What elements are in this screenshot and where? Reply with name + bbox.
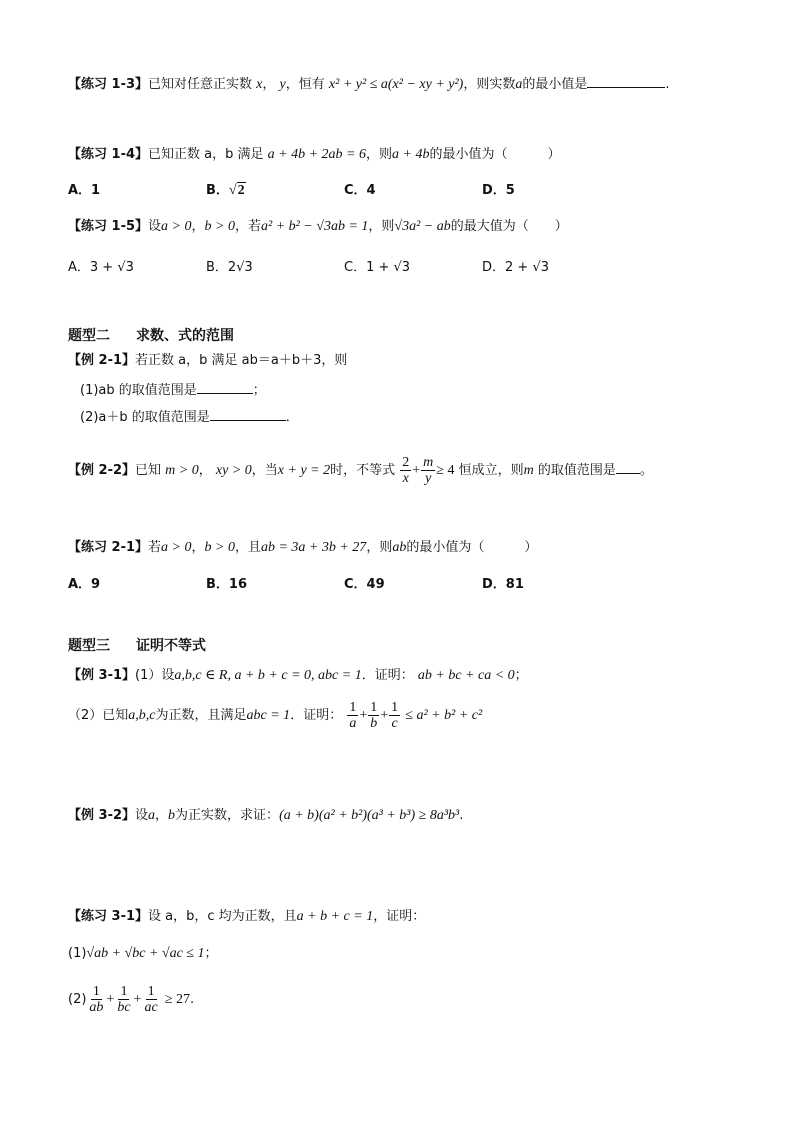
- answer-blank: [587, 73, 665, 88]
- option-a: A．9: [68, 577, 101, 592]
- answer-blank: [616, 459, 640, 474]
- option-c: C．1 + √3: [344, 260, 411, 275]
- fraction-2-over-x: $\frac{2}{x}$: [402, 455, 410, 486]
- answer-blank: [197, 379, 253, 394]
- section-heading-3: 题型三 证明不等式: [68, 638, 206, 654]
- example-2-2: 【例 2-2】已知 m > 0， xy > 0，当x + y = 2时，不等式 $\frac{2}{x}$ + $\frac{m}{y}$ ≥ 4 恒成立，则m 的取值范围是 。: [68, 455, 653, 486]
- example-3-2: 【例 3-2】设a，b为正实数，求证：(a + b)(a² + b²)(a³ + b³) ≥ 8a³b³.: [68, 808, 464, 823]
- example-3-1-part2: （2）已知a,b,c为正数，且满足abc = 1．证明： $\frac{1}{a}$ + $\frac{1}{b}$ + $\frac{1}{c}$ ≤ a² + b² + c²: [68, 700, 483, 731]
- exercise-3-1-part1: (1)√ab + √bc + √ac ≤ 1；: [68, 946, 218, 961]
- example-tag: 【例 2-1】: [68, 353, 136, 368]
- option-d: D．2 + √3: [482, 260, 549, 275]
- example-3-1-part1: 【例 3-1】(1）设a,b,c ∈ R, a + b + c = 0, abc = 1．证明： ab + bc + ca < 0；: [68, 668, 528, 683]
- exercise-1-4: 【练习 1-4】已知正数 a，b 满足 a + 4b + 2ab = 6，则a + 4b的最小值为（ ）: [68, 147, 561, 162]
- inequality-expression: x² + y² ≤ a(x² − xy + y²): [328, 77, 464, 92]
- option-b: B．16: [206, 577, 247, 592]
- answer-blank: [210, 406, 286, 421]
- example-tag: 【例 3-1】: [68, 668, 136, 683]
- example-2-1-q2: (2)a＋b 的取值范围是 ．: [80, 406, 299, 428]
- option-c: C．4: [344, 183, 376, 198]
- fraction-1-over-c: $\frac{1}{c}$: [391, 700, 399, 731]
- sqrt-symbol: √2: [228, 183, 245, 198]
- fraction-1-over-a: $\frac{1}{a}$: [349, 700, 357, 731]
- inequality-expression: (a + b)(a² + b²)(a³ + b³) ≥ 8a³b³: [279, 808, 460, 823]
- option-d: D．5: [482, 183, 515, 198]
- exercise-tag: 【练习 1-3】: [68, 77, 149, 92]
- example-tag: 【例 2-2】: [68, 463, 136, 478]
- exercise-1-5: 【练习 1-5】设a > 0，b > 0，若a² + b² − √3ab = 1，则√3a² − ab的最大值为（ ）: [68, 219, 568, 234]
- option-a: A．1: [68, 183, 101, 198]
- fraction-m-over-y: $\frac{m}{y}$: [423, 455, 434, 486]
- fraction-1-over-ac: $\frac{1}{ac}$: [144, 984, 158, 1015]
- exercise-2-1: 【练习 2-1】若a > 0，b > 0，且ab = 3a + 3b + 27，则ab的最小值为（ ）: [68, 540, 538, 555]
- option-c: C．49: [344, 577, 385, 592]
- fraction-1-over-bc: $\frac{1}{bc}$: [117, 984, 131, 1015]
- exercise-3-1-part2: (2) $\frac{1}{ab}$ + $\frac{1}{bc}$ + $\frac{1}{ac}$ ≥ 27.: [68, 984, 195, 1015]
- fraction-1-over-ab: $\frac{1}{ab}$: [89, 984, 104, 1015]
- option-d: D．81: [482, 577, 524, 592]
- option-a: A．3 + √3: [68, 260, 134, 275]
- exercise-3-1: 【练习 3-1】设 a，b，c 均为正数，且a + b + c = 1，证明：: [68, 909, 426, 924]
- option-b: B．2√3: [206, 260, 253, 275]
- exercise-tag: 【练习 3-1】: [68, 909, 149, 924]
- exercise-tag: 【练习 1-4】: [68, 147, 149, 162]
- section-heading-2: 题型二 求数、式的范围: [68, 328, 234, 344]
- exercise-tag: 【练习 2-1】: [68, 540, 149, 555]
- example-tag: 【例 3-2】: [68, 808, 136, 823]
- example-2-1-q1: (1)ab 的取值范围是 ；: [80, 379, 266, 401]
- exercise-tag: 【练习 1-5】: [68, 219, 149, 234]
- example-2-1: 【例 2-1】若正数 a，b 满足 ab＝a＋b＋3，则: [68, 353, 348, 368]
- fraction-1-over-b: $\frac{1}{b}$: [370, 700, 378, 731]
- exercise-1-3: 【练习 1-3】已知对任意正实数 x， y，恒有 x² + y² ≤ a(x² − xy + y²)，则实数a的最小值是 .: [68, 73, 670, 95]
- option-b: B．√2: [206, 181, 246, 201]
